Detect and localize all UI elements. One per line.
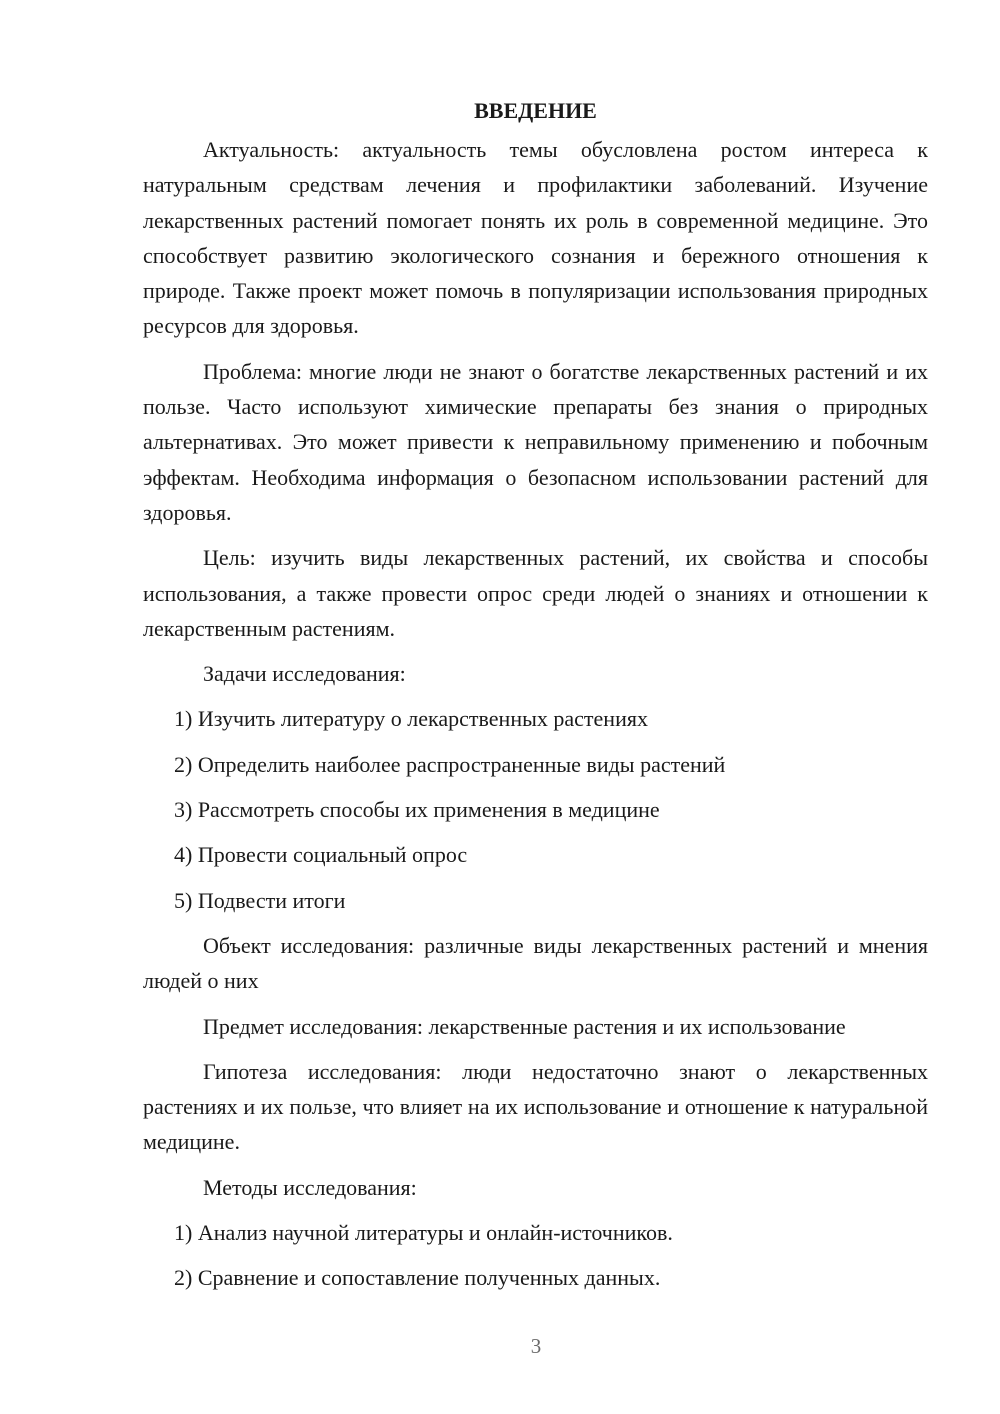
task-item-3: 3) Рассмотреть способы их применения в медицине [174, 797, 660, 823]
task-item-5: 5) Подвести итоги [174, 887, 346, 913]
object-paragraph: Объект исследования: различные виды лекарственных растений и мнения людей о них [143, 932, 928, 994]
task-item-4: 4) Провести социальный опрос [174, 842, 468, 868]
section-title: ВВЕДЕНИЕ [474, 98, 597, 123]
method-item-2: 2) Сравнение и сопоставление полученных данных. [174, 1265, 661, 1291]
methods-heading: Методы исследования: [203, 1174, 417, 1200]
method-item-1: 1) Анализ научной литературы и онлайн-источников. [174, 1220, 673, 1246]
task-item-2: 2) Определить наиболее распространенные виды растений [174, 751, 726, 777]
hypothesis-paragraph: Гипотеза исследования: люди недостаточно знают о лекарственных растениях и их пользе, что влияет на их использование и отношение к натуральной медицине. [143, 1058, 928, 1155]
task-item-1: 1) Изучить литературу о лекарственных растениях [174, 706, 648, 732]
page-number: 3 [530, 1334, 542, 1358]
tasks-heading: Задачи исследования: [203, 661, 406, 687]
page-content [143, 93, 928, 1306]
problem-paragraph: Проблема: многие люди не знают о богатстве лекарственных растений и их пользе. Часто используют химические препараты без знания о природных альтернативах. Это может привести к неправильному применению и побочным эффектам. Необходима информация о безопасном использовании растений для здоровья. [143, 358, 928, 525]
subject-paragraph: Предмет исследования: лекарственные растения и их использование [203, 1013, 846, 1039]
relevance-paragraph: Актуальность: актуальность темы обусловлена ростом интереса к натуральным средствам лечения и профилактики заболеваний. Изучение лекарственных растений помогает понять их роль в современной медицине. Это способствует развитию экологического сознания и бережного отношения к природе. Также проект может помочь в популяризации использования природных ресурсов для здоровья. [143, 137, 928, 339]
goal-paragraph: Цель: изучить виды лекарственных растений, их свойства и способы использования, а также провести опрос среди людей о знаниях и отношении к лекарственным растениям. [143, 545, 928, 641]
